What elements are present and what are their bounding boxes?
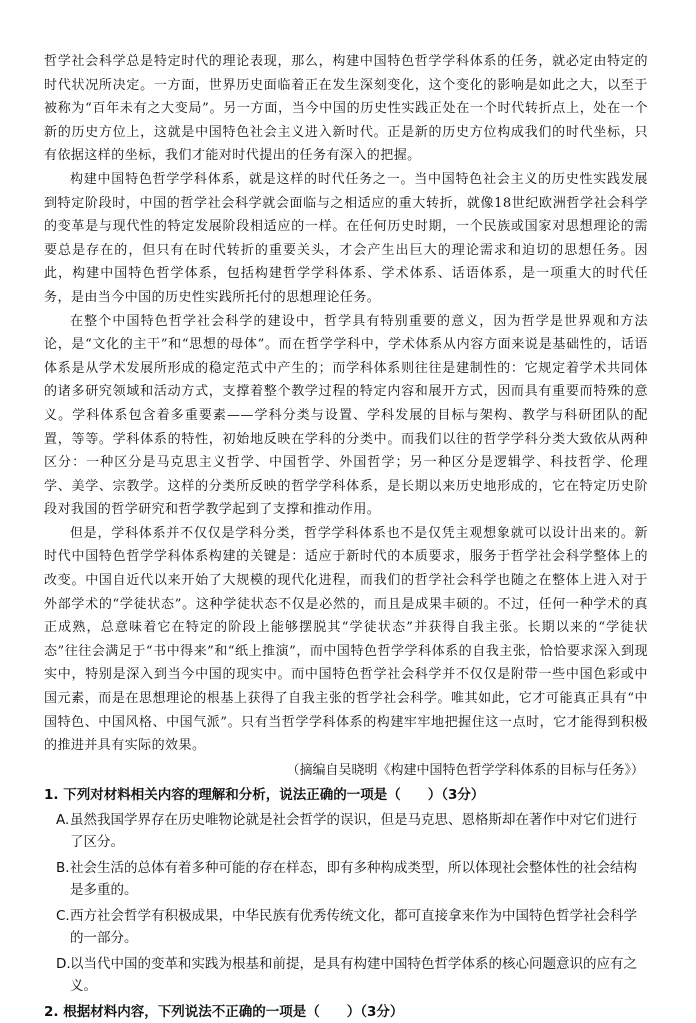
passage-paragraph-1: 哲学社会科学总是特定时代的理论表现，那么，构建中国特色哲学学科体系的任务，就必定由特定的时代状况所决定。一方面，世界历史面临着正在发生深刻变化，这个变化的影响是如此之大，以至于被称为“百年未有之大变局”。另一方面，当今中国的历史性实践正处在一个时代转折点上，处在一个新的历史方位上，这就是中国特色社会主义进入新时代。正是新的历史方位构成我们的时代坐标，只有依据这样的坐标，我们才能对时代提出的任务有深入的把握。 — [44, 54, 648, 164]
passage-paragraph-3: 在整个中国特色哲学社会科学的建设中，哲学具有特别重要的意义，因为哲学是世界观和方法论，是“文化的主干”和“思想的母体”。而在哲学学科中，学术体系从内容方面来说是基础性的，话语体系是从学术发展所形成的稳定范式中产生的；而学科体系则往往是建制性的：它规定着学术共同体的诸多研究领域和活动方式，支撑着整个教学过程的特定内容和展开方式，因而具有重要而特殊的意义。学科体系包含着多重要素——学科分类与设置、学科发展的目标与架构、教学与科研团队的配置，等等。学科体系的特性，初始地反映在学科的分类中。而我们以往的哲学学科分类大致依从两种区分：一种区分是马克思主义哲学、中国哲学、外国哲学；另一种区分是逻辑学、科技哲学、伦理学、美学、宗教学。这样的分类所反映的哲学学科体系，是长期以来历史地形成的，它在特定历史阶段对我国的哲学研究和哲学教学起到了支撑和推动作用。 — [44, 313, 648, 518]
question-1-option-d[interactable] — [56, 953, 648, 997]
option-label: D. — [56, 955, 71, 972]
reading-passage — [44, 50, 648, 758]
option-text: 社会生活的总体有着多种可能的存在样态，即有多种构成类型，所以体现社会整体性的社会结构是多重的。 — [70, 859, 637, 898]
option-label: C. — [56, 907, 70, 924]
passage-paragraph-4: 但是，学科体系并不仅仅是学科分类，哲学学科体系也不是仅凭主观想象就可以设计出来的。新时代中国特色哲学学科体系构建的关键是：适应于新时代的本质要求，服务于哲学社会科学整体上的改变。中国自近代以来开始了大规模的现代化进程，而我们的哲学社会科学也随之在整体上进入对于外部学术的“学徒状态”。这种学徒状态不仅是必然的，而且是成果丰硕的。不过，任何一种学术的真正成熟，总意味着它在特定的阶段上能够摆脱其“学徒状态”并获得自我主张。长期以来的“学徒状态”往往会满足于“书中得来”和“纸上推演”，而中国特色哲学学科体系的自我主张，恰恰要求深入到现实中，特别是深入到当今中国的现实中。而中国特色哲学社会科学并不仅仅是附带一些中国色彩或中国元素，而是在思想理论的根基上获得了自我主张的哲学社会科学。唯其如此，它才可能真正具有“中国特色、中国风格、中国气派”。只有当哲学学科体系的构建牢牢地把握住这一点时，它才能得到积极的推进并具有实际的效果。 — [44, 525, 648, 754]
option-label: A. — [56, 811, 70, 828]
option-label: B. — [56, 859, 70, 876]
option-text: 虽然我国学界存在历史唯物论就是社会哲学的误识，但是马克思、恩格斯却在著作中对它们进行了区分。 — [70, 811, 637, 850]
option-text: 西方社会哲学有积极成果，中华民族有优秀传统文化，都可直接拿来作为中国特色哲学社会科学的一部分。 — [70, 907, 637, 946]
question-1-stem: 1. 下列对材料相关内容的理解和分析，说法正确的一项是（ ）（3分） — [44, 786, 485, 803]
question-2-stem: 2. 根据材料内容，下列说法不正确的一项是（ ）（3分） — [44, 1003, 404, 1020]
question-1-option-b[interactable] — [56, 857, 648, 901]
option-text: 以当代中国的变革和实践为根基和前提，是具有构建中国特色哲学体系的核心问题意识的应有之义。 — [70, 955, 637, 994]
question-2 — [44, 1001, 648, 1023]
passage-source: （摘编自吴晓明《构建中国特色哲学学科体系的目标与任务》） — [286, 762, 644, 778]
question-1-option-c[interactable] — [56, 905, 648, 949]
question-1-option-a[interactable] — [56, 809, 648, 853]
passage-paragraph-2: 构建中国特色哲学学科体系，就是这样的时代任务之一。当中国特色社会主义的历史性实践发展到特定阶段时，中国的哲学社会科学就会面临与之相适应的重大转折，就像18世纪欧洲哲学社会科学的变革是与现代性的特定发展阶段相适应的一样。在任何历史时期，一个民族或国家对思想理论的需要总是存在的，但只有在时代转折的重要关头，才会产生出巨大的理论需求和迫切的思想任务。因此，构建中国特色哲学体系，包括构建哲学学科体系、学术体系、话语体系，是一项重大的时代任务，是由当今中国的历史性实践所托付的思想理论任务。 — [44, 171, 648, 305]
question-1 — [44, 784, 648, 997]
